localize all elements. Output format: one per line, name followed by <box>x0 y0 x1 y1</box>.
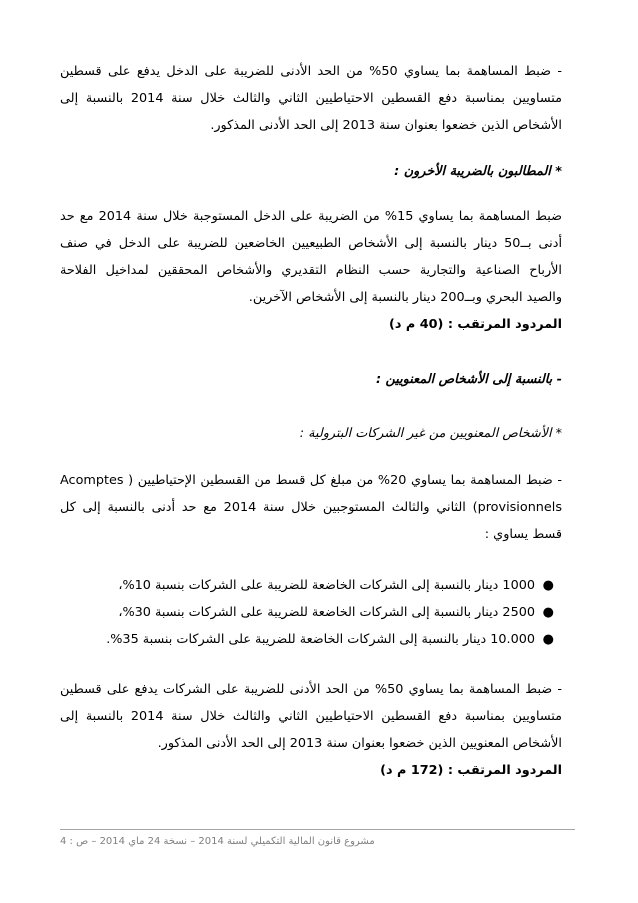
paragraph-line: متساويين بمناسبة دفع القسطين الاحتياطيين الثاني والثالث خلال سنة 2014 بالنسبة إلى <box>60 91 562 106</box>
paragraph-line: - ضبط المساهمة بما يساوي 50% من الحد الأدنى للضريبة على الدخل يدفع على قسطين <box>60 64 562 79</box>
paragraph-line: ضبط المساهمة بما يساوي 15% من الضريبة على الدخل المستوجبة خلال سنة 2014 مع حد <box>60 209 562 224</box>
bullet-icon: ● <box>542 632 554 647</box>
paragraph-line: الأشخاص الذين خضعوا بعنوان سنة 2013 إلى الحد الأدنى المذكور. <box>210 118 562 133</box>
intro-paragraph <box>60 58 562 139</box>
expected-yield: المردود المرتقب : (172 م د) <box>380 763 562 778</box>
other-taxpayers-paragraph <box>60 203 562 338</box>
installments-paragraph <box>60 467 562 548</box>
list-item-text: 1000 دينار بالنسبة إلى الشركات الخاضعة للضريبة على الشركات بنسبة 10%، <box>118 578 535 593</box>
bullet-icon: ● <box>542 578 554 593</box>
paragraph-line: provisionnels) الثاني والثالث المستوجبين خلال سنة 2014 مع حد أدنى بالنسبة إلى كل <box>60 500 563 515</box>
list-item-text: 2500 دينار بالنسبة إلى الشركات الخاضعة للضريبة على الشركات بنسبة 30%، <box>118 605 535 620</box>
paragraph-line: قسط يساوي : <box>484 527 562 542</box>
expected-yield: المردود المرتقب : (40 م د) <box>389 317 562 332</box>
list-item <box>60 626 562 653</box>
paragraph-line: - ضبط المساهمة بما يساوي 20% من مبلغ كل قسط من القسطين الإحتياطيين ( Acomptes <box>60 473 562 488</box>
section-heading: - بالنسبة إلى الأشخاص المعنويين : <box>375 372 562 387</box>
minimum-tax-paragraph <box>60 676 562 784</box>
other-taxpayers-heading <box>60 158 562 185</box>
paragraph-line: متساويين بمناسبة دفع القسطين الاحتياطيين الثاني والثالث خلال سنة 2014 بالنسبة إلى <box>60 709 562 724</box>
bullet-list <box>60 572 562 653</box>
list-item <box>60 572 562 599</box>
paragraph-line: والصيد البحري وبــ200 دينار بالنسبة إلى الأشخاص الآخرين. <box>248 290 562 305</box>
footer-divider <box>60 829 575 830</box>
non-oil-companies-subheading <box>60 420 562 447</box>
paragraph-line: الأشخاص المعنويين الذين خضعوا بعنوان سنة 2013 إلى الحد الأدنى المذكور. <box>157 736 562 751</box>
list-item <box>60 599 562 626</box>
bullet-icon: ● <box>542 605 554 620</box>
section-heading: * المطالبون بالضريبة الأخرون : <box>394 164 562 179</box>
section-subheading: * الأشخاص المعنويين من غير الشركات البترولية : <box>299 426 562 441</box>
paragraph-line: أدنى بــ50 دينار بالنسبة إلى الأشخاص الطبيعيين الخاضعين للضريبة على الدخل في صنف <box>60 236 562 251</box>
paragraph-line: الأرباح الصناعية والتجارية حسب النظام التقديري والأشخاص المحققين لمداخيل الفلاحة <box>60 263 562 278</box>
paragraph-line: - ضبط المساهمة بما يساوي 50% من الحد الأدنى للضريبة على الشركات يدفع على قسطين <box>60 682 562 697</box>
page-footer: مشروع قانون المالية التكميلي لسنة 2014 – نسخة 24 ماي 2014 – ص : 4 <box>60 836 375 847</box>
minimum-amounts-list <box>60 572 562 653</box>
legal-entities-heading <box>60 366 562 393</box>
list-item-text: 10.000 دينار بالنسبة إلى الشركات الخاضعة للضريبة على الشركات بنسبة 35%. <box>106 632 535 647</box>
